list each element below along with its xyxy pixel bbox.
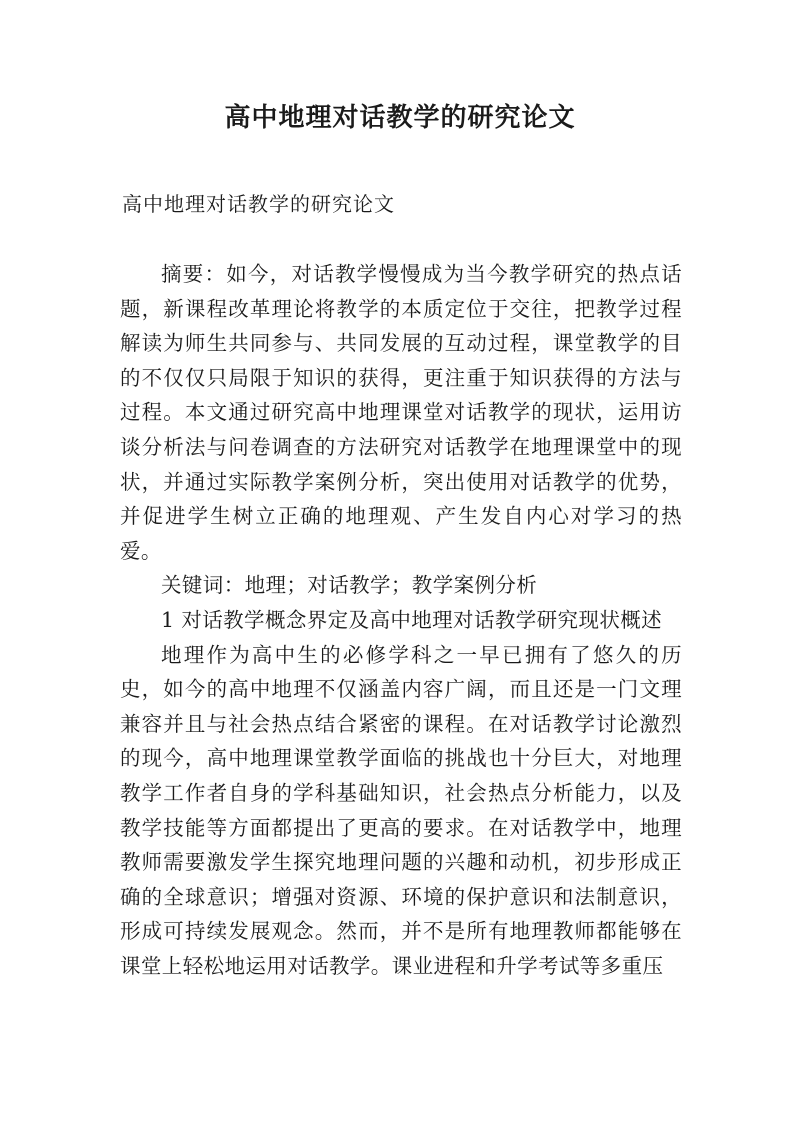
abstract-paragraph: 摘要：如今，对话教学慢慢成为当今教学研究的热点话题，新课程改革理论将教学的本质定位于交往，把教学过程解读为师生共同参与、共同发展的互动过程，课堂教学的目的不仅仅只局限于知识的获得，更注重于知识获得的方法与过程。本文通过研究高中地理课堂对话教学的现状，运用访谈分析法与问卷调查的方法研究对话教学在地理课堂中的现状，并通过实际教学案例分析，突出使用对话教学的优势，并促进学生树立正确的地理观、产生发自内心对学习的热爱。 xyxy=(120,262,682,563)
keywords-line: 关键词：地理；对话教学；教学案例分析 xyxy=(161,573,538,598)
section-1-paragraph: 地理作为高中生的必修学科之一早已拥有了悠久的历史，如今的高中地理不仅涵盖内容广阔，而且还是一门文理兼容并且与社会热点结合紧密的课程。在对话教学讨论激烈的现今，高中地理课堂教学面临的挑战也十分巨大，对地理教学工作者自身的学科基础知识，社会热点分析能力，以及教学技能等方面都提出了更高的要求。在对话教学中，地理教师需要激发学生探究地理问题的兴趣和动机，初步形成正确的全球意识；增强对资源、环境的保护意识和法制意识，形成可持续发展观念。然而，并不是所有地理教师都能够在课堂上轻松地运用对话教学。课业进程和升学考试等多重压 xyxy=(120,642,682,978)
document-title: 高中地理对话教学的研究论文 xyxy=(224,103,576,133)
document-subtitle: 高中地理对话教学的研究论文 xyxy=(122,192,395,216)
section-1-heading: 1 对话教学概念界定及高中地理对话教学研究现状概述 xyxy=(161,607,663,632)
document-body xyxy=(120,257,682,983)
